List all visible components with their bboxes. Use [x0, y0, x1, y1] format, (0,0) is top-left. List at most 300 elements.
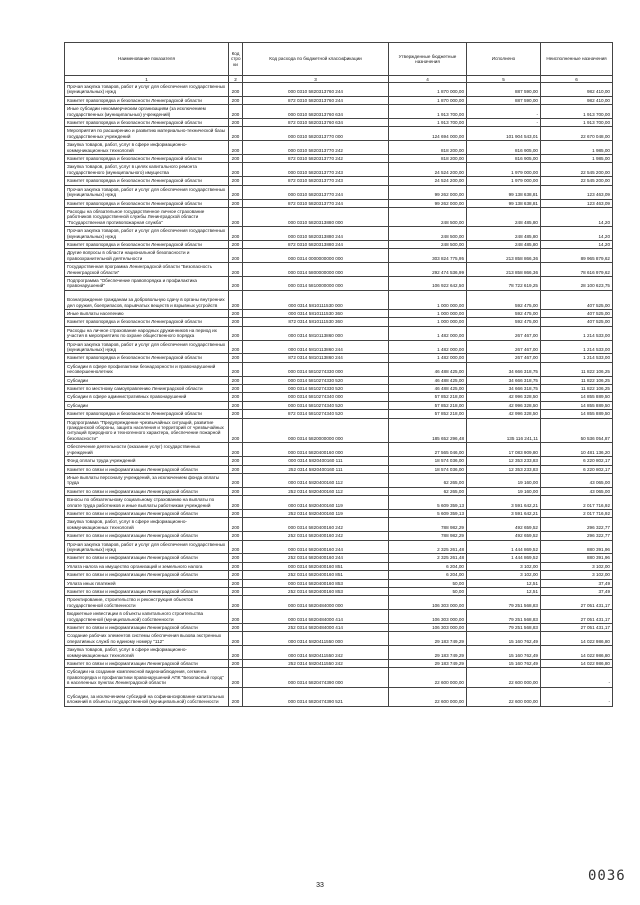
- row-indicator-name: Закупка товаров, работ, услуг в сфере информационно-коммуникационных технологий: [65, 141, 229, 155]
- row-unexecuted: 407 525,00: [541, 309, 613, 317]
- row-classification-code: 872 0314 5810111530 360: [243, 318, 389, 326]
- row-classification-code: 000 0314 5820411550 242: [243, 646, 389, 660]
- row-indicator-name: Комитет правопорядка и безопасности Ленинградской области: [65, 96, 229, 104]
- row-indicator-name: Подпрограмма "Предупреждение чрезвычайных ситуаций, развитие гражданской обороны, защита населения и территорий от чрезвычайных ситуаций природного и техногенного характера, обеспечение пожарной безопасности": [65, 418, 229, 443]
- row-indicator-name: Комитет правопорядка и безопасности Ленинградской области: [65, 177, 229, 185]
- row-classification-code: 252 0314 5820484000 414: [243, 624, 389, 632]
- table-row: [65, 141, 613, 155]
- row-indicator-name: Комитет по связи и информатизации Ленинградской области: [65, 624, 229, 632]
- row-code: 200: [229, 610, 243, 624]
- row-approved-budget: 62 265,00: [389, 473, 467, 487]
- row-indicator-name: Комитет правопорядка и безопасности Ленинградской области: [65, 119, 229, 127]
- row-indicator-name: Расходы на обязательное государственное личное страхование работников государственной службы Ленинградской области "Государственная противопожарная служба": [65, 207, 229, 226]
- row-approved-budget: 1 000 000,00: [389, 318, 467, 326]
- row-code: 200: [229, 240, 243, 248]
- row-approved-budget: 106 303 000,00: [389, 596, 467, 610]
- row-indicator-name: Субсидии в сфере профилактики безнадзорности и правонарушений несовершеннолетних: [65, 362, 229, 376]
- row-unexecuted: 1 913 700,00: [541, 105, 613, 119]
- row-indicator-name: Уплата налога на имущество организаций и земельного налога: [65, 562, 229, 570]
- row-unexecuted: 89 965 879,62: [541, 249, 613, 263]
- row-unexecuted: 296 322,77: [541, 518, 613, 532]
- table-row: [65, 496, 613, 510]
- table-row: [65, 309, 613, 317]
- row-executed: 3 591 642,21: [467, 509, 541, 517]
- column-number: 1: [65, 76, 229, 83]
- row-indicator-name: Субсидии: [65, 401, 229, 409]
- row-indicator-name: Уплата иных платежей: [65, 579, 229, 587]
- row-unexecuted: 27 051 431,17: [541, 610, 613, 624]
- row-unexecuted: 14 022 986,80: [541, 632, 613, 646]
- row-unexecuted: 1 214 533,00: [541, 340, 613, 354]
- row-unexecuted: 1 214 533,00: [541, 326, 613, 340]
- row-executed: 492 659,52: [467, 518, 541, 532]
- table-row: [65, 473, 613, 487]
- row-executed: 42 996 328,50: [467, 410, 541, 418]
- row-approved-budget: 57 852 218,00: [389, 410, 467, 418]
- header-indicator-name: Наименование показателя: [65, 43, 229, 76]
- row-executed: 12 353 233,83: [467, 457, 541, 465]
- row-classification-code: 000 0310 5820313770 242: [243, 141, 389, 155]
- table-row: [65, 518, 613, 532]
- row-indicator-name: Закупка товаров, работ, услуг в сфере информационно-коммуникационных технологий: [65, 518, 229, 532]
- row-code: 200: [229, 457, 243, 465]
- row-classification-code: 000 0310 5820313880 244: [243, 227, 389, 241]
- row-code: 200: [229, 554, 243, 562]
- row-approved-budget: 27 565 046,00: [389, 443, 467, 457]
- row-indicator-name: Взносы по обязательному социальному страхованию на выплаты по оплате труда работников и иные выплаты работникам учреждений: [65, 496, 229, 510]
- column-number: 3: [243, 76, 389, 83]
- row-classification-code: 000 0314 5820474390 521: [243, 687, 389, 706]
- table-row: [65, 326, 613, 340]
- row-approved-budget: 1 870 000,00: [389, 96, 467, 104]
- row-approved-budget: 248 500,00: [389, 240, 467, 248]
- row-unexecuted: 27 051 431,17: [541, 624, 613, 632]
- row-classification-code: 000 0314 5820484000 000: [243, 596, 389, 610]
- row-code: 200: [229, 443, 243, 457]
- table-row: [65, 418, 613, 443]
- row-unexecuted: 123 463,09: [541, 185, 613, 199]
- header-approved-budget: Утвержденные бюджетные назначения: [389, 43, 467, 76]
- row-unexecuted: 14 855 889,50: [541, 401, 613, 409]
- row-code: 200: [229, 249, 243, 263]
- row-executed: 15 160 762,49: [467, 660, 541, 668]
- row-approved-budget: 292 474 536,99: [389, 263, 467, 277]
- row-executed: 19 160,00: [467, 473, 541, 487]
- row-executed: 19 160,00: [467, 487, 541, 495]
- row-indicator-name: Прочая закупка товаров, работ и услуг для обеспечения государственных (муниципальных) нужд: [65, 185, 229, 199]
- row-executed: 3 591 642,21: [467, 496, 541, 510]
- row-code: 200: [229, 96, 243, 104]
- row-indicator-name: Вознаграждение гражданам за добровольную сдачу в органы внутренних дел оружия, боеприпасов, взрывчатых веществ и взрывных устройств: [65, 290, 229, 309]
- row-unexecuted: 407 525,00: [541, 290, 613, 309]
- row-unexecuted: 880 391,96: [541, 540, 613, 554]
- row-code: 200: [229, 487, 243, 495]
- row-code: 200: [229, 185, 243, 199]
- row-unexecuted: 2 017 716,92: [541, 509, 613, 517]
- row-approved-budget: 106 922 642,50: [389, 276, 467, 290]
- table-row: [65, 199, 613, 207]
- table-row: [65, 562, 613, 570]
- row-unexecuted: 982 410,00: [541, 96, 613, 104]
- row-indicator-name: Прочая закупка товаров, работ и услуг для обеспечения государственных (муниципальных) нужд: [65, 227, 229, 241]
- row-classification-code: 000 0314 5810274340 520: [243, 401, 389, 409]
- row-executed: 79 251 568,83: [467, 596, 541, 610]
- table-row: [65, 354, 613, 362]
- row-code: 200: [229, 309, 243, 317]
- table-row: [65, 554, 613, 562]
- row-approved-budget: 22 600 000,00: [389, 668, 467, 687]
- row-executed: 1 979 000,00: [467, 163, 541, 177]
- row-approved-budget: 106 303 000,00: [389, 610, 467, 624]
- row-code: 200: [229, 227, 243, 241]
- row-unexecuted: 22 670 048,00: [541, 127, 613, 141]
- table-row: [65, 588, 613, 596]
- row-code: 200: [229, 163, 243, 177]
- row-code: 200: [229, 326, 243, 340]
- budget-execution-table: [64, 42, 613, 707]
- row-classification-code: 000 0310 5820313760 634: [243, 105, 389, 119]
- row-executed: 99 138 638,81: [467, 185, 541, 199]
- row-classification-code: 000 0314 5810000000 000: [243, 276, 389, 290]
- row-executed: 1 444 869,52: [467, 554, 541, 562]
- row-unexecuted: 123 463,09: [541, 199, 613, 207]
- row-code: 200: [229, 207, 243, 226]
- row-approved-budget: 1 482 000,00: [389, 326, 467, 340]
- row-unexecuted: 11 822 106,25: [541, 362, 613, 376]
- row-classification-code: 000 0314 5820400160 000: [243, 443, 389, 457]
- table-row: [65, 290, 613, 309]
- row-unexecuted: 3 102,00: [541, 571, 613, 579]
- row-code: 200: [229, 155, 243, 163]
- table-row: [65, 340, 613, 354]
- table-row: [65, 596, 613, 610]
- row-indicator-name: Субсидии на создание комплексной видеонаблюдения, сегмента правопорядка и профилактики правонарушений АПК "Безопасный город" в населенных пунктах Ленинградской области: [65, 668, 229, 687]
- table-row: [65, 571, 613, 579]
- table-row: [65, 185, 613, 199]
- row-classification-code: 872 0310 5820313760 634: [243, 119, 389, 127]
- table-row: [65, 385, 613, 393]
- row-unexecuted: 14,20: [541, 207, 613, 226]
- row-indicator-name: Закупка товаров, работ, услуг в сфере информационно-коммуникационных технологий: [65, 646, 229, 660]
- row-indicator-name: Прочая закупка товаров, работ и услуг для обеспечения государственных (муниципальных) нужд: [65, 540, 229, 554]
- row-unexecuted: 296 322,77: [541, 532, 613, 540]
- row-code: 200: [229, 105, 243, 119]
- row-indicator-name: Комитет по связи и информатизации Ленинградской области: [65, 532, 229, 540]
- row-approved-budget: 5 609 359,13: [389, 496, 467, 510]
- row-code: 200: [229, 518, 243, 532]
- row-unexecuted: 50 536 054,87: [541, 418, 613, 443]
- row-indicator-name: Комитет по связи и информатизации Ленинградской области: [65, 465, 229, 473]
- row-unexecuted: 1 985,00: [541, 141, 613, 155]
- row-code: 200: [229, 632, 243, 646]
- row-code: 200: [229, 473, 243, 487]
- row-code: 200: [229, 318, 243, 326]
- row-classification-code: 000 0314 5810274340 000: [243, 393, 389, 401]
- row-unexecuted: 14 022 986,80: [541, 646, 613, 660]
- row-executed: 248 485,80: [467, 207, 541, 226]
- table-row: [65, 632, 613, 646]
- row-code: 200: [229, 624, 243, 632]
- row-unexecuted: 6 220 802,17: [541, 457, 613, 465]
- table-row: [65, 465, 613, 473]
- row-executed: 213 858 866,36: [467, 263, 541, 277]
- row-unexecuted: 6 220 802,17: [541, 465, 613, 473]
- row-executed: 267 467,00: [467, 354, 541, 362]
- row-code: 200: [229, 141, 243, 155]
- row-approved-budget: 818 200,00: [389, 155, 467, 163]
- row-indicator-name: Комитет по связи и информатизации Ленинградской области: [65, 588, 229, 596]
- row-unexecuted: 14,20: [541, 240, 613, 248]
- row-approved-budget: 1 870 000,00: [389, 83, 467, 97]
- budget-report-sheet: [64, 42, 612, 707]
- row-classification-code: 872 0310 5820313760 244: [243, 96, 389, 104]
- row-unexecuted: 37,49: [541, 579, 613, 587]
- row-classification-code: 000 0314 5800000000 000: [243, 263, 389, 277]
- header-classification-code: Код расхода по бюджетной классификации: [243, 43, 389, 76]
- row-unexecuted: 22 545 200,00: [541, 163, 613, 177]
- column-number: 2: [229, 76, 243, 83]
- column-number: 5: [467, 76, 541, 83]
- table-row: [65, 376, 613, 384]
- table-row: [65, 96, 613, 104]
- row-unexecuted: 10 481 136,20: [541, 443, 613, 457]
- row-classification-code: 872 0310 5820313770 242: [243, 155, 389, 163]
- table-row: [65, 410, 613, 418]
- table-row: [65, 624, 613, 632]
- row-classification-code: 000 0314 5810113860 000: [243, 326, 389, 340]
- row-executed: 99 138 638,81: [467, 199, 541, 207]
- row-approved-budget: 99 262 000,00: [389, 199, 467, 207]
- row-indicator-name: Комитет по местному самоуправлению Ленинградской области: [65, 385, 229, 393]
- row-executed: 101 904 543,01: [467, 127, 541, 141]
- table-row: [65, 610, 613, 624]
- row-unexecuted: 2 017 716,92: [541, 496, 613, 510]
- column-number: 4: [389, 76, 467, 83]
- row-classification-code: 000 0314 5820400160 244: [243, 540, 389, 554]
- row-code: 200: [229, 668, 243, 687]
- row-unexecuted: 27 051 431,17: [541, 596, 613, 610]
- row-code: 200: [229, 83, 243, 97]
- table-row: [65, 487, 613, 495]
- row-approved-budget: 106 303 000,00: [389, 624, 467, 632]
- row-code: 200: [229, 509, 243, 517]
- row-unexecuted: 14 855 889,50: [541, 393, 613, 401]
- row-unexecuted: 1 913 700,00: [541, 119, 613, 127]
- row-executed: 42 996 328,50: [467, 401, 541, 409]
- row-code: 200: [229, 410, 243, 418]
- row-indicator-name: Фонд оплаты труда учреждений: [65, 457, 229, 465]
- row-approved-budget: 124 694 000,00: [389, 127, 467, 141]
- row-approved-budget: 50,00: [389, 579, 467, 587]
- row-classification-code: 000 0314 5820474390 000: [243, 668, 389, 687]
- row-classification-code: 000 0314 5810113860 244: [243, 340, 389, 354]
- table-row: [65, 119, 613, 127]
- row-unexecuted: 14,20: [541, 227, 613, 241]
- row-classification-code: 000 0310 5820313880 000: [243, 207, 389, 226]
- row-executed: -: [467, 105, 541, 119]
- row-code: 200: [229, 418, 243, 443]
- row-unexecuted: 14 855 889,50: [541, 410, 613, 418]
- row-classification-code: 252 0314 5820400160 244: [243, 554, 389, 562]
- row-code: 200: [229, 646, 243, 660]
- row-executed: 12 353 233,83: [467, 465, 541, 473]
- row-code: 200: [229, 276, 243, 290]
- row-classification-code: 000 0314 5810274330 520: [243, 385, 389, 393]
- row-approved-budget: 46 488 425,00: [389, 385, 467, 393]
- row-code: 200: [229, 263, 243, 277]
- row-code: 200: [229, 562, 243, 570]
- row-classification-code: 000 0314 5810274330 520: [243, 376, 389, 384]
- row-classification-code: 000 0310 5820313770 243: [243, 163, 389, 177]
- row-approved-budget: 46 488 425,00: [389, 376, 467, 384]
- row-executed: 267 467,00: [467, 340, 541, 354]
- row-approved-budget: 18 574 036,00: [389, 457, 467, 465]
- table-row: [65, 646, 613, 660]
- table-row: [65, 532, 613, 540]
- page-number: 33: [316, 882, 324, 889]
- row-classification-code: 252 0314 5820411550 242: [243, 660, 389, 668]
- row-approved-budget: 248 500,00: [389, 227, 467, 241]
- row-executed: 15 160 762,49: [467, 632, 541, 646]
- row-approved-budget: 57 852 218,00: [389, 393, 467, 401]
- row-approved-budget: 29 183 749,29: [389, 632, 467, 646]
- column-number: 6: [541, 76, 613, 83]
- header-unexecuted: Неисполненные назначения: [541, 43, 613, 76]
- table-row: [65, 155, 613, 163]
- table-row: [65, 163, 613, 177]
- row-indicator-name: Комитет правопорядка и безопасности Ленинградской области: [65, 199, 229, 207]
- row-indicator-name: Комитет по связи и информатизации Ленинградской области: [65, 554, 229, 562]
- row-code: 200: [229, 496, 243, 510]
- table-row: [65, 83, 613, 97]
- row-approved-budget: 1 482 000,00: [389, 340, 467, 354]
- row-indicator-name: Комитет по связи и информатизации Ленинградской области: [65, 487, 229, 495]
- row-code: 200: [229, 687, 243, 706]
- row-executed: 42 996 328,50: [467, 393, 541, 401]
- table-row: [65, 401, 613, 409]
- row-approved-budget: 22 600 000,00: [389, 687, 467, 706]
- row-approved-budget: 29 183 749,29: [389, 660, 467, 668]
- row-executed: 12,51: [467, 588, 541, 596]
- row-code: 200: [229, 532, 243, 540]
- row-approved-budget: 818 200,00: [389, 141, 467, 155]
- row-classification-code: 872 0314 5810274340 520: [243, 410, 389, 418]
- row-indicator-name: Комитет правопорядка и безопасности Ленинградской области: [65, 354, 229, 362]
- table-row: [65, 443, 613, 457]
- row-indicator-name: Мероприятия по расширению и развитию материально-технической базы государственных учреждений: [65, 127, 229, 141]
- row-executed: 592 475,00: [467, 290, 541, 309]
- row-approved-budget: 788 982,29: [389, 532, 467, 540]
- row-code: 200: [229, 401, 243, 409]
- row-executed: 248 485,80: [467, 227, 541, 241]
- row-approved-budget: 1 913 700,00: [389, 105, 467, 119]
- row-classification-code: 872 0310 5820313770 243: [243, 177, 389, 185]
- row-classification-code: 872 0310 5820313770 244: [243, 199, 389, 207]
- row-classification-code: 000 0314 5810111530 000: [243, 290, 389, 309]
- row-classification-code: 000 0314 5820400160 111: [243, 457, 389, 465]
- table-row: [65, 105, 613, 119]
- row-executed: 1 979 000,00: [467, 177, 541, 185]
- row-code: 200: [229, 177, 243, 185]
- row-indicator-name: Комитет правопорядка и безопасности Ленинградской области: [65, 318, 229, 326]
- row-indicator-name: Иные выплаты населению: [65, 309, 229, 317]
- row-executed: 15 160 762,49: [467, 646, 541, 660]
- archive-stamp-number: 0036: [588, 868, 626, 884]
- table-row: [65, 127, 613, 141]
- table-row: [65, 227, 613, 241]
- row-code: 200: [229, 362, 243, 376]
- row-unexecuted: 982 410,00: [541, 83, 613, 97]
- row-approved-budget: 62 265,00: [389, 487, 467, 495]
- row-classification-code: 000 0310 5820313770 244: [243, 185, 389, 199]
- row-approved-budget: 248 500,00: [389, 207, 467, 226]
- table-row: [65, 687, 613, 706]
- header-row-code: Код стро ки: [229, 43, 243, 76]
- row-approved-budget: 1 000 000,00: [389, 309, 467, 317]
- row-classification-code: 252 0314 5820400160 111: [243, 465, 389, 473]
- table-row: [65, 240, 613, 248]
- row-indicator-name: Бюджетные инвестиции в объекты капитального строительства государственной (муниципальной) собственности: [65, 610, 229, 624]
- row-classification-code: 252 0314 5820400160 119: [243, 509, 389, 517]
- row-classification-code: 000 0310 5820313760 244: [243, 83, 389, 97]
- row-unexecuted: 37,49: [541, 588, 613, 596]
- table-row: [65, 393, 613, 401]
- row-approved-budget: 2 325 261,48: [389, 554, 467, 562]
- row-approved-budget: 2 325 261,48: [389, 540, 467, 554]
- row-indicator-name: Другие вопросы в области национальной безопасности и правоохранительной деятельности: [65, 249, 229, 263]
- row-code: 200: [229, 596, 243, 610]
- column-number-row: [65, 76, 613, 83]
- row-executed: 592 475,00: [467, 309, 541, 317]
- row-classification-code: 000 0314 5820484000 414: [243, 610, 389, 624]
- row-code: 200: [229, 571, 243, 579]
- row-unexecuted: -: [541, 668, 613, 687]
- row-code: 200: [229, 660, 243, 668]
- row-executed: 267 467,00: [467, 326, 541, 340]
- row-approved-budget: 185 652 296,48: [389, 418, 467, 443]
- row-approved-budget: 18 574 036,00: [389, 465, 467, 473]
- row-indicator-name: Подпрограмма "Обеспечение правопорядка и профилактика правонарушений": [65, 276, 229, 290]
- row-classification-code: 000 0314 5810111530 360: [243, 309, 389, 317]
- row-executed: 78 722 619,25: [467, 276, 541, 290]
- row-unexecuted: 43 065,00: [541, 487, 613, 495]
- row-approved-budget: 24 524 200,00: [389, 177, 467, 185]
- row-approved-budget: 6 204,00: [389, 571, 467, 579]
- row-code: 200: [229, 465, 243, 473]
- row-classification-code: 000 0314 5820400160 851: [243, 562, 389, 570]
- row-indicator-name: Создание рабочих элементов системы обеспечения вызова экстренных оперативных служб по единому номеру "112": [65, 632, 229, 646]
- table-row: [65, 362, 613, 376]
- row-classification-code: 872 0310 5820313880 244: [243, 240, 389, 248]
- row-approved-budget: 1 913 700,00: [389, 119, 467, 127]
- row-indicator-name: Комитет по связи и информатизации Ленинградской области: [65, 509, 229, 517]
- row-classification-code: 000 0314 5820400160 242: [243, 518, 389, 532]
- row-indicator-name: Комитет правопорядка и безопасности Ленинградской области: [65, 240, 229, 248]
- row-unexecuted: 11 822 106,25: [541, 376, 613, 384]
- table-row: [65, 660, 613, 668]
- table-body: [65, 83, 613, 707]
- row-classification-code: 000 0314 0000000000 000: [243, 249, 389, 263]
- row-executed: 592 475,00: [467, 318, 541, 326]
- row-classification-code: 000 0314 5820000000 000: [243, 418, 389, 443]
- row-approved-budget: 788 982,29: [389, 518, 467, 532]
- row-approved-budget: 99 262 000,00: [389, 185, 467, 199]
- row-indicator-name: Прочая закупка товаров, работ и услуг для обеспечения государственных (муниципальных) нужд: [65, 83, 229, 97]
- row-indicator-name: Комитет правопорядка и безопасности Ленинградской области: [65, 155, 229, 163]
- table-header-row: [65, 43, 613, 76]
- table-row: [65, 540, 613, 554]
- row-executed: 816 905,00: [467, 155, 541, 163]
